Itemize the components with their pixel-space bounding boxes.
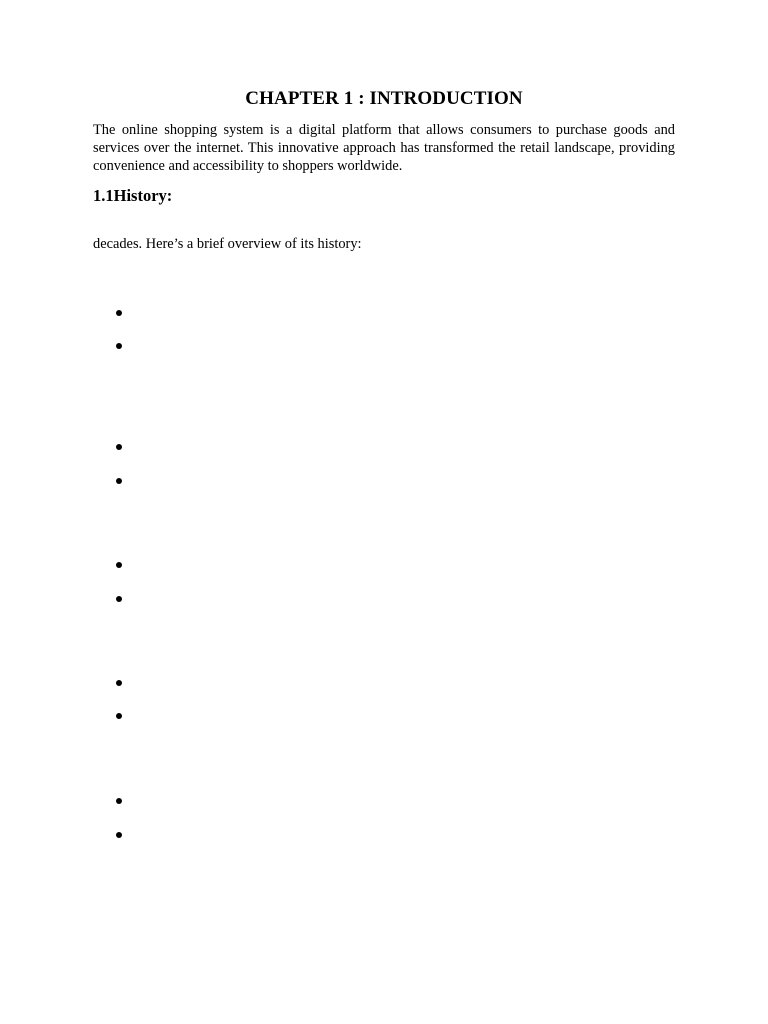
bullet-marker <box>116 798 122 804</box>
intro-paragraph: The online shopping system is a digital platform that allows consumers to purchase goods and services over the internet. This innovative approach has transformed the retail landscape, providing convenience and accessibility to shoppers worldwide. <box>93 122 675 174</box>
bullet-marker <box>116 832 122 838</box>
bullet-marker <box>116 562 122 568</box>
bullet-marker <box>116 596 122 602</box>
bullet-marker <box>116 713 122 719</box>
section-heading-history: 1.1History: <box>93 186 173 205</box>
bullet-marker <box>116 478 122 484</box>
chapter-title: CHAPTER 1 : INTRODUCTION <box>245 88 523 109</box>
bullet-marker <box>116 343 122 349</box>
bullet-marker <box>116 444 122 450</box>
history-overview-text: decades. Here’s a brief overview of its history: <box>93 236 362 252</box>
bullet-marker <box>116 310 122 316</box>
bullet-marker <box>116 680 122 686</box>
